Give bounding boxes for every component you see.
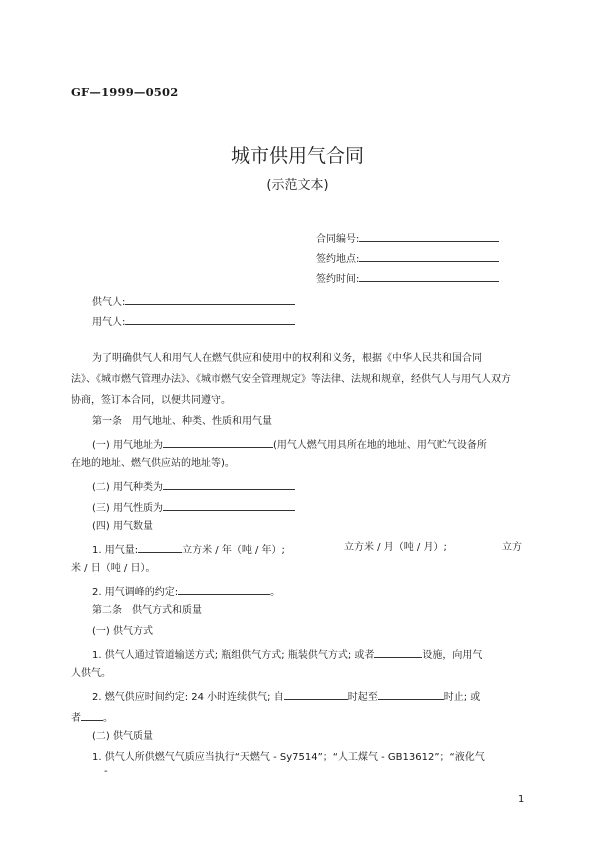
gas-quality-title: (二) 供气质量: [92, 731, 153, 742]
sign-place-field: [316, 250, 499, 267]
supplier-label: 供气人:: [92, 297, 126, 308]
sign-time-field: [316, 270, 499, 287]
contract-title: 城市供用气合同: [230, 145, 364, 167]
supply-time-mid: 时起至: [347, 692, 378, 703]
gas-quality-cont: -: [104, 766, 108, 777]
quantity-month-unit: 立方米 / 月（吨 / 月）;: [344, 542, 447, 553]
peak-shaving-label: 2. 用气调峰的约定:: [92, 587, 179, 598]
user-blank[interactable]: [125, 313, 295, 325]
user-label: 用气人:: [92, 317, 126, 328]
gas-address-line: [92, 436, 487, 453]
quantity-year-unit: 立方米 / 年（吨 / 年）;: [182, 545, 285, 556]
quantity-day-unit-end: 米 / 日（吨 / 日）。: [71, 563, 156, 574]
document-code: GF—1999—0502: [71, 85, 179, 99]
gas-address-note-cont: 在地的地址、燃气供应站的地址等)。: [71, 458, 235, 469]
gas-address-note: (用气人燃气用具所在地的地址、用气贮气设备所: [272, 440, 487, 451]
page-number: 1: [518, 794, 525, 805]
article-1-title: 第一条 用气地址、种类、性质和用气量: [92, 416, 272, 427]
quantity-label: 1. 用气量:: [92, 545, 139, 556]
supply-method-blank[interactable]: [374, 646, 422, 658]
contract-number-blank[interactable]: [359, 230, 499, 242]
supply-time-period: 。: [103, 713, 113, 724]
quantity-day-unit-start: 立方: [502, 542, 522, 553]
peak-shaving-blank[interactable]: [178, 583, 270, 595]
gas-address-blank[interactable]: [163, 436, 273, 448]
supply-time-text: 2. 燃气供应时间约定: 24 小时连续供气; 自: [92, 692, 284, 703]
gas-nature-label: (三) 用气性质为: [92, 503, 163, 514]
gas-quantity-line: [92, 541, 285, 558]
supply-method-text-2: 设施，向用气: [422, 650, 483, 661]
intro-line-3: 协商，签订本合同，以便共同遵守。: [71, 395, 231, 406]
supply-time-line: [92, 688, 480, 705]
gas-quantity-title: (四) 用气数量: [92, 521, 153, 532]
gas-address-label: (一) 用气地址为: [92, 440, 163, 451]
article-2-title: 第二条 供气方式和质量: [92, 605, 202, 616]
sign-time-label: 签约时间:: [316, 274, 360, 285]
gas-type-line: [92, 478, 295, 495]
peak-shaving-end: 。: [270, 587, 281, 598]
intro-line-2: 法》、《城市燃气管理办法》、《城市燃气安全管理规定》等法律、法规和规章，经供气人与用气人双方: [71, 374, 511, 385]
supply-time-or: 者: [71, 713, 81, 724]
supply-method-cont: 人供气。: [71, 668, 111, 679]
gas-type-blank[interactable]: [163, 478, 295, 490]
contract-subtitle: (示范文本): [266, 178, 329, 193]
gas-nature-blank[interactable]: [163, 499, 295, 511]
supply-method-line: [92, 646, 482, 663]
gas-type-label: (二) 用气种类为: [92, 482, 163, 493]
contract-number-field: [316, 230, 499, 247]
sign-time-blank[interactable]: [359, 270, 499, 282]
intro-line-1: 为了明确供气人和用气人在燃气供应和使用中的权利和义务，根据《中华人民共和国合同: [92, 353, 482, 364]
user-field: [92, 313, 295, 330]
supply-method-text: 1. 供气人通过管道输送方式; 瓶组供气方式; 瓶装供气方式; 或者: [92, 650, 375, 661]
supply-time-cont: [71, 709, 113, 726]
gas-quality-line: 1. 供气人所供燃气气质应当执行“天燃气 - Sy7514”；“人工煤气 - GB13612”；“液化气: [92, 752, 485, 763]
supplier-blank[interactable]: [125, 293, 295, 305]
sign-place-blank[interactable]: [359, 250, 499, 262]
supply-time-end: 时止; 或: [443, 692, 481, 703]
sign-place-label: 签约地点:: [316, 254, 360, 265]
quantity-year-blank[interactable]: [138, 541, 182, 553]
gas-nature-line: [92, 499, 295, 516]
supply-method-title: (一) 供气方式: [92, 626, 153, 637]
peak-shaving-line: [92, 583, 280, 600]
supply-time-from-blank[interactable]: [284, 688, 348, 700]
contract-number-label: 合同编号:: [316, 234, 360, 245]
supplier-field: [92, 293, 295, 310]
supply-time-to-blank[interactable]: [378, 688, 444, 700]
supply-time-other-blank[interactable]: [81, 709, 103, 721]
